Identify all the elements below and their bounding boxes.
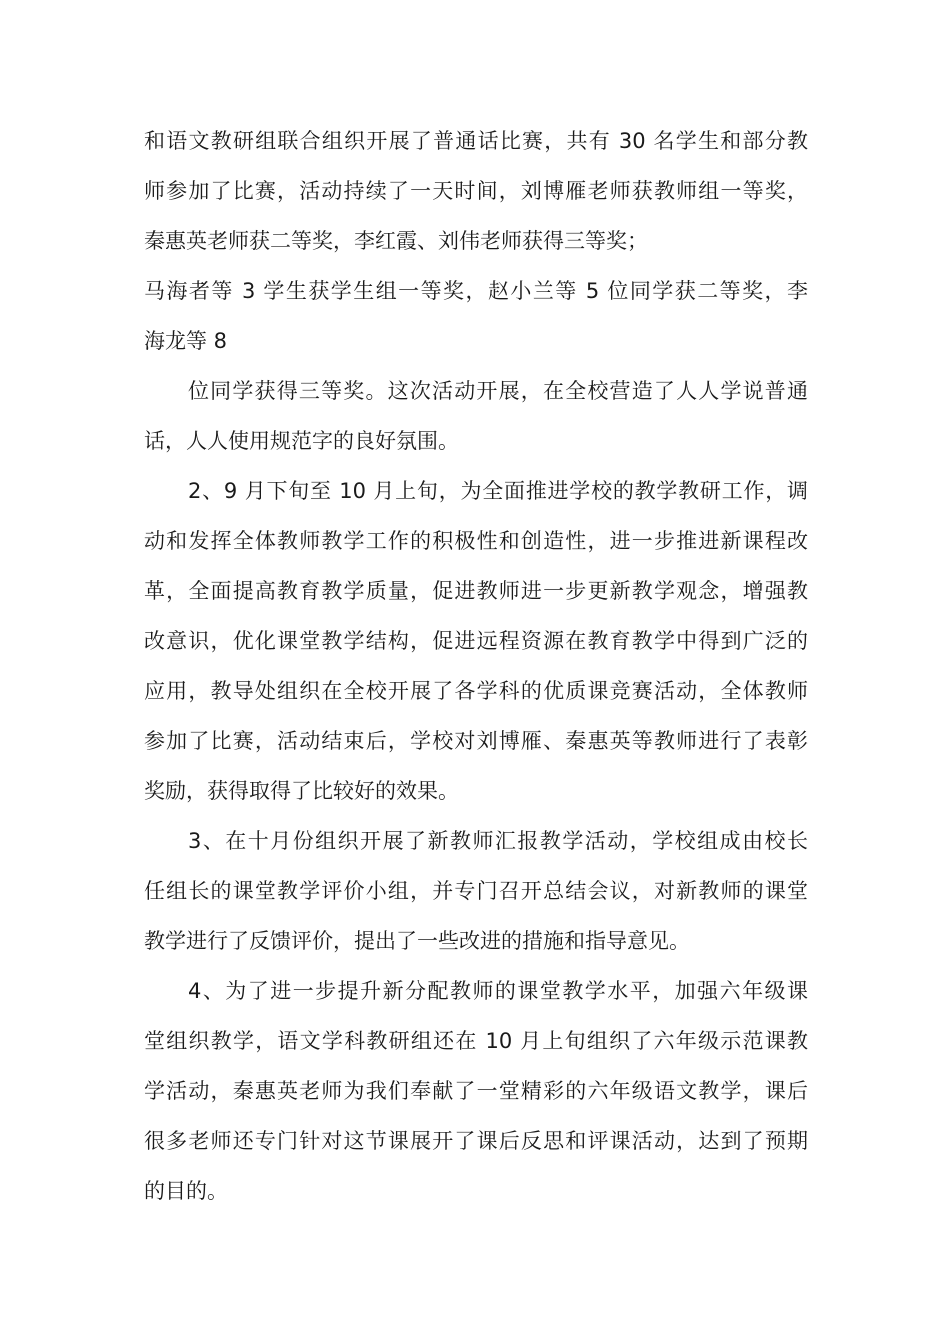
text-line: 海龙等 8 <box>144 329 228 353</box>
text-line: 秦惠英老师获二等奖，李红霞、刘伟老师获得三等奖； <box>144 229 648 253</box>
text-line: 马海者等 3 学生获学生组一等奖，赵小兰等 5 位同学获二等奖，李 <box>144 279 808 303</box>
text-line: 堂组织教学，语文学科教研组还在 10 月上旬组织了六年级示范课教 <box>144 1029 808 1053</box>
text-line: 改意识，优化课堂教学结构，促进远程资源在教育教学中得到广泛的 <box>144 629 808 653</box>
text-line: 位同学获得三等奖。这次活动开展，在全校营造了人人学说普通 <box>188 379 808 403</box>
text-line: 参加了比赛，活动结束后，学校对刘博雁、秦惠英等教师进行了表彰 <box>144 729 808 753</box>
text-line: 话，人人使用规范字的良好氛围。 <box>144 429 459 453</box>
document-body <box>144 116 808 1216</box>
text-line: 的目的。 <box>144 1179 228 1203</box>
text-line: 和语文教研组联合组织开展了普通话比赛，共有 30 名学生和部分教 <box>144 129 808 153</box>
text-line: 教学进行了反馈评价，提出了一些改进的措施和指导意见。 <box>144 929 690 953</box>
text-line: 动和发挥全体教师教学工作的积极性和创造性，进一步推进新课程改 <box>144 529 808 553</box>
text-line: 奖励，获得取得了比较好的效果。 <box>144 779 459 803</box>
text-line: 学活动，秦惠英老师为我们奉献了一堂精彩的六年级语文教学，课后 <box>144 1079 808 1103</box>
text-line: 4、为了进一步提升新分配教师的课堂教学水平，加强六年级课 <box>188 979 808 1003</box>
text-line: 2、9 月下旬至 10 月上旬，为全面推进学校的教学教研工作，调 <box>188 479 808 503</box>
text-line: 任组长的课堂教学评价小组，并专门召开总结会议，对新教师的课堂 <box>144 879 808 903</box>
text-line: 应用，教导处组织在全校开展了各学科的优质课竞赛活动，全体教师 <box>144 679 808 703</box>
text-line: 革，全面提高教育教学质量，促进教师进一步更新教学观念，增强教 <box>144 579 808 603</box>
text-line: 师参加了比赛，活动持续了一天时间，刘博雁老师获教师组一等奖， <box>144 179 808 203</box>
text-line: 很多老师还专门针对这节课展开了课后反思和评课活动，达到了预期 <box>144 1129 808 1153</box>
text-line: 3、在十月份组织开展了新教师汇报教学活动，学校组成由校长 <box>188 829 808 853</box>
